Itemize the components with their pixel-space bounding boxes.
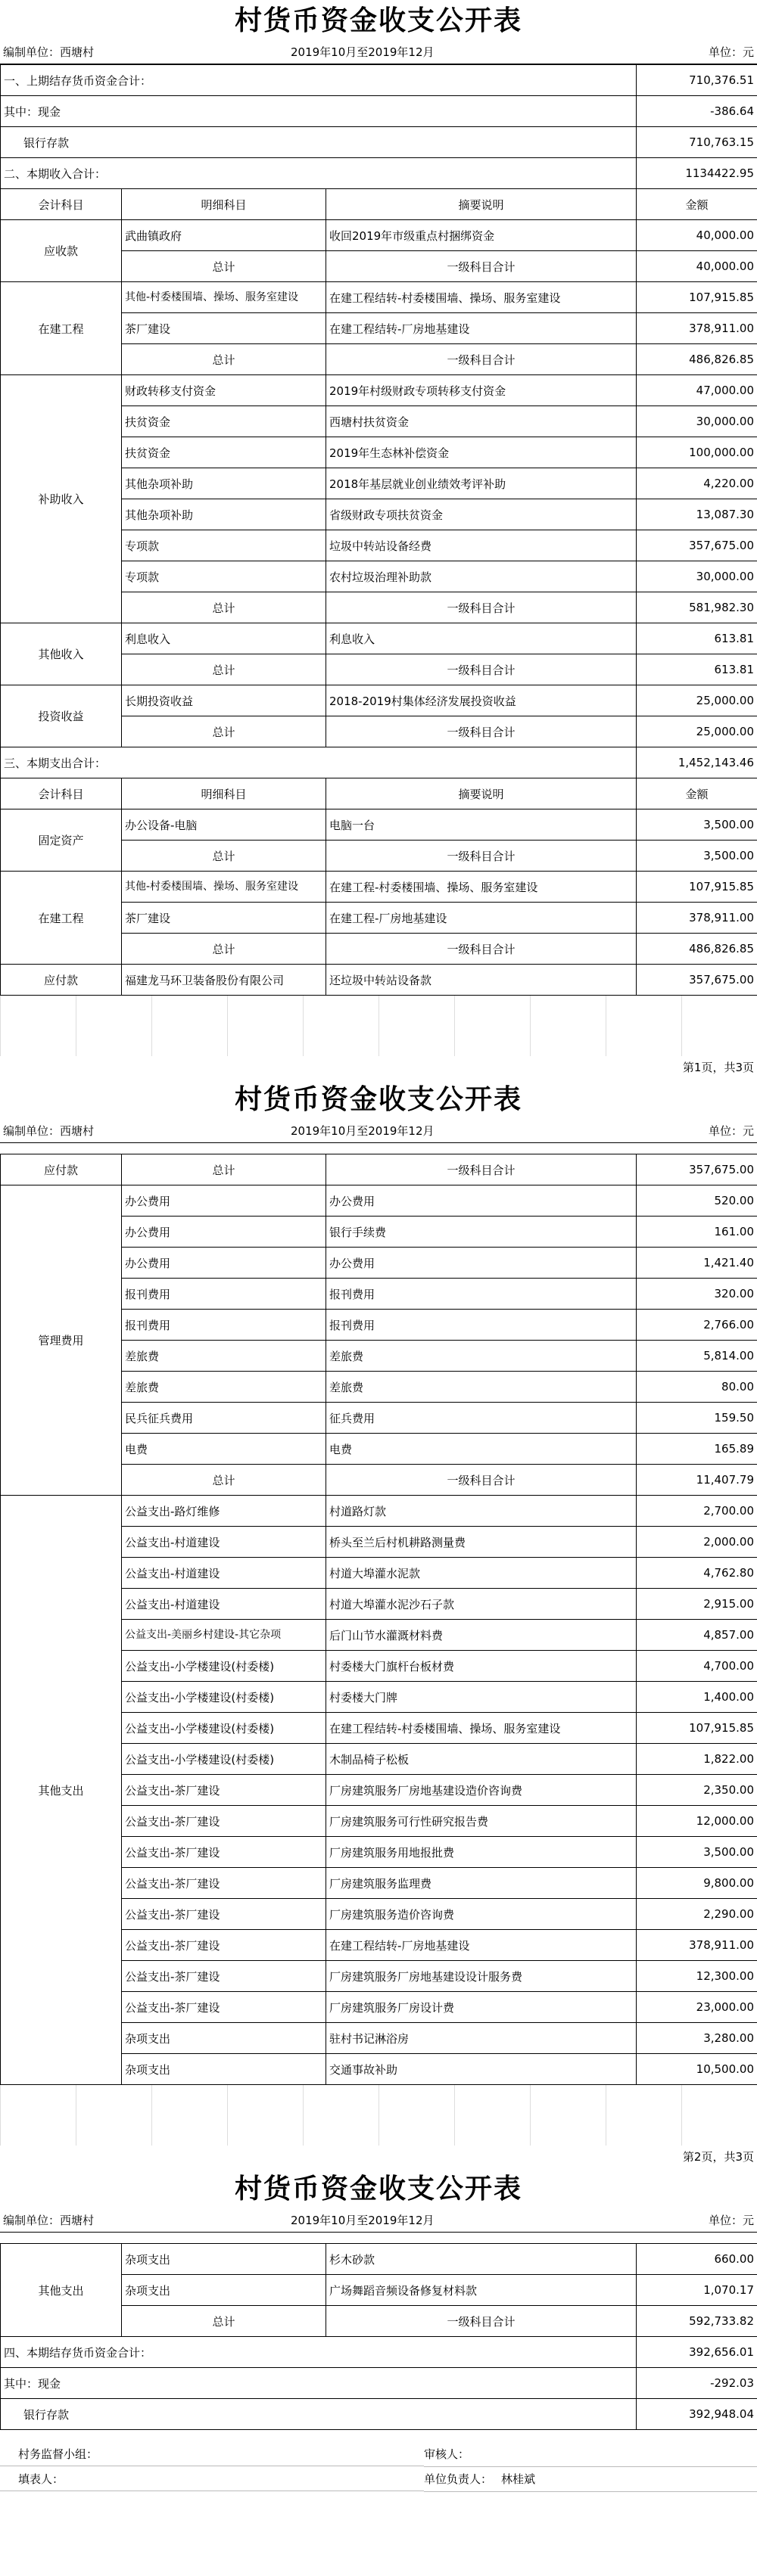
- head-label: 单位负责人：: [424, 2472, 493, 2486]
- detail-cell: 公益支出-小学楼建设(村委楼): [122, 1651, 326, 1682]
- detail-cell: 公益支出-村道建设: [122, 1527, 326, 1558]
- detail-cell: 公益支出-茶厂建设: [122, 1806, 326, 1837]
- amount-cell: 4,762.80: [637, 1558, 757, 1589]
- amount-cell: 378,911.00: [637, 313, 757, 344]
- memo-cell: 2019年生态林补偿资金: [326, 437, 637, 468]
- total-value: 25,000.00: [637, 716, 757, 747]
- amount-cell: 357,675.00: [637, 965, 757, 996]
- detail-cell: 杂项支出: [122, 2054, 326, 2085]
- summary-value: -292.03: [637, 2368, 757, 2399]
- total-label: 总计: [122, 1465, 326, 1496]
- amount-cell: 107,915.85: [637, 872, 757, 903]
- detail-cell: 公益支出-路灯维修: [122, 1496, 326, 1527]
- amount-cell: 30,000.00: [637, 561, 757, 592]
- total-label: 总计: [122, 716, 326, 747]
- amount-cell: 660.00: [637, 2244, 757, 2275]
- memo-cell: 杉木砂款: [326, 2244, 637, 2275]
- amount-cell: 30,000.00: [637, 406, 757, 437]
- account-cell: 在建工程: [1, 872, 122, 965]
- detail-cell: 办公费用: [122, 1217, 326, 1248]
- ledger-table-page3: [0, 2243, 757, 2430]
- amount-cell: 520.00: [637, 1185, 757, 1217]
- summary-label: 三、本期支出合计：: [1, 747, 637, 778]
- column-header: 摘要说明: [326, 778, 637, 809]
- detail-cell: 扶贫资金: [122, 406, 326, 437]
- detail-cell: 公益支出-小学楼建设(村委楼): [122, 1682, 326, 1713]
- level1-label: 一级科目合计: [326, 654, 637, 685]
- detail-cell: 办公设备-电脑: [122, 809, 326, 841]
- period-label: 2019年10月至2019年12月: [291, 2214, 435, 2227]
- memo-cell: 2018-2019村集体经济发展投资收益: [326, 685, 637, 716]
- amount-cell: 1,400.00: [637, 1682, 757, 1713]
- total-value: 357,675.00: [637, 1154, 757, 1185]
- detail-cell: 杂项支出: [122, 2244, 326, 2275]
- ledger-table-page2: [0, 1154, 757, 2085]
- memo-cell: 利息收入: [326, 623, 637, 654]
- amount-cell: 3,280.00: [637, 2023, 757, 2054]
- amount-cell: 4,700.00: [637, 1651, 757, 1682]
- table-row: [1, 965, 757, 996]
- memo-cell: 后门山节水灌溉材料费: [326, 1620, 637, 1651]
- detail-cell: 民兵征兵费用: [122, 1403, 326, 1434]
- detail-cell: 长期投资收益: [122, 685, 326, 716]
- memo-cell: 广场舞蹈音频设备修复材料款: [326, 2275, 637, 2306]
- memo-cell: 差旅费: [326, 1341, 637, 1372]
- memo-cell: 交通事故补助: [326, 2054, 637, 2085]
- account-cell: 投资收益: [1, 685, 122, 747]
- summary-row: [1, 127, 757, 158]
- meta-row: [0, 1120, 757, 1143]
- level1-label: 一级科目合计: [326, 934, 637, 965]
- detail-cell: 其他-村委楼围墙、操场、服务室建设: [122, 872, 326, 903]
- detail-cell: 利息收入: [122, 623, 326, 654]
- table-row: [1, 2244, 757, 2275]
- amount-cell: 1,421.40: [637, 1248, 757, 1279]
- amount-cell: 12,300.00: [637, 1961, 757, 1992]
- unit-label: 编制单位：西塘村: [3, 2214, 95, 2227]
- memo-cell: 厂房建筑服务厂房地基建设设计服务费: [326, 1961, 637, 1992]
- amount-cell: 4,220.00: [637, 468, 757, 499]
- summary-label: 银行存款: [1, 2399, 637, 2430]
- amount-cell: 47,000.00: [637, 375, 757, 406]
- summary-label: 一、上期结存货币资金合计：: [1, 65, 637, 96]
- memo-cell: 办公费用: [326, 1248, 637, 1279]
- detail-cell: 公益支出-美丽乡村建设-其它杂项: [122, 1620, 326, 1651]
- memo-cell: 电费: [326, 1434, 637, 1465]
- amount-cell: 9,800.00: [637, 1868, 757, 1899]
- detail-cell: 公益支出-小学楼建设(村委楼): [122, 1713, 326, 1744]
- memo-cell: 村道大埠灌水泥款: [326, 1558, 637, 1589]
- summary-value: 710,376.51: [637, 65, 757, 96]
- page-title: 村货币资金收支公开表: [234, 5, 522, 36]
- detail-cell: 办公费用: [122, 1248, 326, 1279]
- summary-row: [1, 2399, 757, 2430]
- account-cell: 应收款: [1, 220, 122, 282]
- memo-cell: 驻村书记淋浴房: [326, 2023, 637, 2054]
- detail-cell: 公益支出-茶厂建设: [122, 1930, 326, 1961]
- page-number: 第1页，共3页: [682, 1061, 754, 1074]
- period-label: 2019年10月至2019年12月: [291, 1124, 435, 1138]
- memo-cell: 村委楼大门旗杆台板材费: [326, 1651, 637, 1682]
- memo-cell: 2018年基层就业创业绩效考评补助: [326, 468, 637, 499]
- total-value: 613.81: [637, 654, 757, 685]
- total-value: 11,407.79: [637, 1465, 757, 1496]
- account-cell: 其他收入: [1, 623, 122, 685]
- memo-cell: 报刊费用: [326, 1310, 637, 1341]
- currency-label: 单位：元: [708, 2214, 754, 2227]
- column-header: 摘要说明: [326, 189, 637, 220]
- account-cell: 应付款: [1, 965, 122, 996]
- amount-cell: 2,000.00: [637, 1527, 757, 1558]
- detail-cell: 公益支出-小学楼建设(村委楼): [122, 1744, 326, 1775]
- column-header: 金额: [637, 189, 757, 220]
- table-row: [1, 623, 757, 654]
- memo-cell: 省级财政专项扶贫资金: [326, 499, 637, 530]
- amount-cell: 378,911.00: [637, 1930, 757, 1961]
- memo-cell: 村道路灯款: [326, 1496, 637, 1527]
- header-row: [1, 189, 757, 220]
- amount-cell: 10,500.00: [637, 2054, 757, 2085]
- amount-cell: 1,070.17: [637, 2275, 757, 2306]
- period-label: 2019年10月至2019年12月: [291, 45, 435, 59]
- memo-cell: 办公费用: [326, 1185, 637, 1217]
- amount-cell: 13,087.30: [637, 499, 757, 530]
- summary-row: [1, 2337, 757, 2368]
- detail-cell: 公益支出-茶厂建设: [122, 1899, 326, 1930]
- amount-cell: 378,911.00: [637, 903, 757, 934]
- amount-cell: 165.89: [637, 1434, 757, 1465]
- column-header: 明细科目: [122, 778, 326, 809]
- memo-cell: 在建工程-厂房地基建设: [326, 903, 637, 934]
- detail-cell: 公益支出-茶厂建设: [122, 1837, 326, 1868]
- amount-cell: 2,290.00: [637, 1899, 757, 1930]
- level1-label: 一级科目合计: [326, 841, 637, 872]
- memo-cell: 厂房建筑服务监理费: [326, 1868, 637, 1899]
- memo-cell: 收回2019年市级重点村捆绑资金: [326, 220, 637, 251]
- detail-cell: 报刊费用: [122, 1310, 326, 1341]
- detail-cell: 公益支出-茶厂建设: [122, 1868, 326, 1899]
- memo-cell: 西塘村扶贫资金: [326, 406, 637, 437]
- column-header: 金额: [637, 778, 757, 809]
- total-value: 3,500.00: [637, 841, 757, 872]
- memo-cell: 还垃圾中转站设备款: [326, 965, 637, 996]
- amount-cell: 5,814.00: [637, 1341, 757, 1372]
- table-row: [1, 809, 757, 841]
- table-row: [1, 1185, 757, 1217]
- summary-row: [1, 96, 757, 127]
- detail-cell: 其他-村委楼围墙、操场、服务室建设: [122, 282, 326, 313]
- signature-row: [0, 2467, 757, 2492]
- amount-cell: 80.00: [637, 1372, 757, 1403]
- amount-cell: 4,857.00: [637, 1620, 757, 1651]
- amount-cell: 159.50: [637, 1403, 757, 1434]
- review-label: 审核人：: [424, 2442, 757, 2467]
- total-value: 40,000.00: [637, 251, 757, 282]
- detail-cell: 差旅费: [122, 1341, 326, 1372]
- memo-cell: 村道大埠灌水泥沙石子款: [326, 1589, 637, 1620]
- head-signature: [424, 2467, 757, 2492]
- amount-cell: 3,500.00: [637, 1837, 757, 1868]
- table-row: [1, 872, 757, 903]
- memo-cell: 差旅费: [326, 1372, 637, 1403]
- account-cell: 管理费用: [1, 1185, 122, 1496]
- memo-cell: 在建工程结转-村委楼围墙、操场、服务室建设: [326, 282, 637, 313]
- detail-cell: 公益支出-茶厂建设: [122, 1961, 326, 1992]
- summary-row: [1, 158, 757, 189]
- memo-cell: 木制品椅子松板: [326, 1744, 637, 1775]
- memo-cell: 在建工程-村委楼围墙、操场、服务室建设: [326, 872, 637, 903]
- summary-label: 二、本期收入合计：: [1, 158, 637, 189]
- memo-cell: 在建工程结转-厂房地基建设: [326, 313, 637, 344]
- page-gap: [0, 2085, 757, 2146]
- page-title: 村货币资金收支公开表: [234, 2173, 522, 2205]
- summary-value: 392,948.04: [637, 2399, 757, 2430]
- page-number: 第2页，共3页: [682, 2150, 754, 2164]
- amount-cell: 3,500.00: [637, 809, 757, 841]
- level1-label: 一级科目合计: [326, 1465, 637, 1496]
- total-label: 总计: [122, 1154, 326, 1185]
- summary-row: [1, 2368, 757, 2399]
- level1-label: 一级科目合计: [326, 716, 637, 747]
- page-title: 村货币资金收支公开表: [234, 1083, 522, 1115]
- amount-cell: 100,000.00: [637, 437, 757, 468]
- column-header: 明细科目: [122, 189, 326, 220]
- account-cell: 补助收入: [1, 375, 122, 623]
- detail-cell: 公益支出-茶厂建设: [122, 1775, 326, 1806]
- signature-row: [0, 2442, 757, 2467]
- level1-label: 一级科目合计: [326, 2306, 637, 2337]
- amount-cell: 25,000.00: [637, 685, 757, 716]
- memo-cell: 在建工程结转-厂房地基建设: [326, 1930, 637, 1961]
- amount-cell: 40,000.00: [637, 220, 757, 251]
- detail-cell: 办公费用: [122, 1185, 326, 1217]
- meta-row: [0, 2209, 757, 2233]
- spacer: [0, 2430, 757, 2442]
- amount-cell: 107,915.85: [637, 282, 757, 313]
- total-label: 总计: [122, 592, 326, 623]
- memo-cell: 村委楼大门牌: [326, 1682, 637, 1713]
- summary-value: -386.64: [637, 96, 757, 127]
- table-row: [1, 1496, 757, 1527]
- total-row: [1, 1154, 757, 1185]
- detail-cell: 电费: [122, 1434, 326, 1465]
- detail-cell: 茶厂建设: [122, 313, 326, 344]
- ledger-table-page1: [0, 64, 757, 996]
- meta-row: [0, 41, 757, 64]
- column-header: 会计科目: [1, 189, 122, 220]
- level1-label: 一级科目合计: [326, 251, 637, 282]
- table-row: [1, 220, 757, 251]
- unit-label: 编制单位：西塘村: [3, 45, 95, 59]
- currency-label: 单位：元: [708, 1124, 754, 1138]
- table-row: [1, 375, 757, 406]
- account-cell: 应付款: [1, 1154, 122, 1185]
- detail-cell: 扶贫资金: [122, 437, 326, 468]
- summary-label: 其中：现金: [1, 2368, 637, 2399]
- detail-cell: 茶厂建设: [122, 903, 326, 934]
- detail-cell: 其他杂项补助: [122, 499, 326, 530]
- summary-row: [1, 65, 757, 96]
- summary-row: [1, 747, 757, 778]
- memo-cell: 厂房建筑服务造价咨询费: [326, 1899, 637, 1930]
- head-name: 林桂斌: [501, 2472, 536, 2486]
- total-label: 总计: [122, 344, 326, 375]
- summary-value: 1134422.95: [637, 158, 757, 189]
- column-header: 会计科目: [1, 778, 122, 809]
- amount-cell: 2,766.00: [637, 1310, 757, 1341]
- amount-cell: 161.00: [637, 1217, 757, 1248]
- table-row: [1, 282, 757, 313]
- spacer: [0, 1143, 757, 1154]
- memo-cell: 农村垃圾治理补助款: [326, 561, 637, 592]
- detail-cell: 公益支出-茶厂建设: [122, 1992, 326, 2023]
- detail-cell: 武曲镇政府: [122, 220, 326, 251]
- memo-cell: 征兵费用: [326, 1403, 637, 1434]
- page-gap: [0, 996, 757, 1056]
- spacer: [0, 2233, 757, 2243]
- memo-cell: 垃圾中转站设备经费: [326, 530, 637, 561]
- level1-label: 一级科目合计: [326, 1154, 637, 1185]
- amount-cell: 2,700.00: [637, 1496, 757, 1527]
- header-row: [1, 778, 757, 809]
- unit-label: 编制单位：西塘村: [3, 1124, 95, 1138]
- level1-label: 一级科目合计: [326, 592, 637, 623]
- total-value: 581,982.30: [637, 592, 757, 623]
- amount-cell: 320.00: [637, 1279, 757, 1310]
- amount-cell: 1,822.00: [637, 1744, 757, 1775]
- summary-label: 银行存款: [1, 127, 637, 158]
- amount-cell: 2,350.00: [637, 1775, 757, 1806]
- detail-cell: 财政转移支付资金: [122, 375, 326, 406]
- detail-cell: 杂项支出: [122, 2023, 326, 2054]
- detail-cell: 专项款: [122, 530, 326, 561]
- fill-label: 填表人：: [0, 2467, 424, 2491]
- memo-cell: 在建工程结转-村委楼围墙、操场、服务室建设: [326, 1713, 637, 1744]
- memo-cell: 厂房建筑服务可行性研究报告费: [326, 1806, 637, 1837]
- supervise-label: 村务监督小组：: [0, 2442, 424, 2466]
- detail-cell: 报刊费用: [122, 1279, 326, 1310]
- detail-cell: 公益支出-村道建设: [122, 1589, 326, 1620]
- summary-value: 710,763.15: [637, 127, 757, 158]
- detail-cell: 福建龙马环卫装备股份有限公司: [122, 965, 326, 996]
- amount-cell: 613.81: [637, 623, 757, 654]
- currency-label: 单位：元: [708, 45, 754, 59]
- total-value: 592,733.82: [637, 2306, 757, 2337]
- detail-cell: 公益支出-村道建设: [122, 1558, 326, 1589]
- detail-cell: 专项款: [122, 561, 326, 592]
- total-label: 总计: [122, 934, 326, 965]
- total-label: 总计: [122, 251, 326, 282]
- memo-cell: 厂房建筑服务厂房地基建设造价咨询费: [326, 1775, 637, 1806]
- summary-label: 四、本期结存货币资金合计：: [1, 2337, 637, 2368]
- summary-value: 1,452,143.46: [637, 747, 757, 778]
- memo-cell: 2019年村级财政专项转移支付资金: [326, 375, 637, 406]
- memo-cell: 银行手续费: [326, 1217, 637, 1248]
- amount-cell: 107,915.85: [637, 1713, 757, 1744]
- memo-cell: 电脑一台: [326, 809, 637, 841]
- total-label: 总计: [122, 2306, 326, 2337]
- summary-value: 392,656.01: [637, 2337, 757, 2368]
- total-label: 总计: [122, 654, 326, 685]
- total-label: 总计: [122, 841, 326, 872]
- account-cell: 固定资产: [1, 809, 122, 872]
- memo-cell: 报刊费用: [326, 1279, 637, 1310]
- table-row: [1, 685, 757, 716]
- memo-cell: 厂房建筑服务厂房设计费: [326, 1992, 637, 2023]
- account-cell: 在建工程: [1, 282, 122, 375]
- total-value: 486,826.85: [637, 934, 757, 965]
- total-value: 486,826.85: [637, 344, 757, 375]
- amount-cell: 23,000.00: [637, 1992, 757, 2023]
- amount-cell: 357,675.00: [637, 530, 757, 561]
- memo-cell: 桥头至兰后村机耕路测量费: [326, 1527, 637, 1558]
- amount-cell: 12,000.00: [637, 1806, 757, 1837]
- memo-cell: 厂房建筑服务用地报批费: [326, 1837, 637, 1868]
- amount-cell: 2,915.00: [637, 1589, 757, 1620]
- level1-label: 一级科目合计: [326, 344, 637, 375]
- detail-cell: 其他杂项补助: [122, 468, 326, 499]
- detail-cell: 差旅费: [122, 1372, 326, 1403]
- account-cell: 其他支出: [1, 2244, 122, 2337]
- detail-cell: 杂项支出: [122, 2275, 326, 2306]
- account-cell: 其他支出: [1, 1496, 122, 2085]
- summary-label: 其中：现金: [1, 96, 637, 127]
